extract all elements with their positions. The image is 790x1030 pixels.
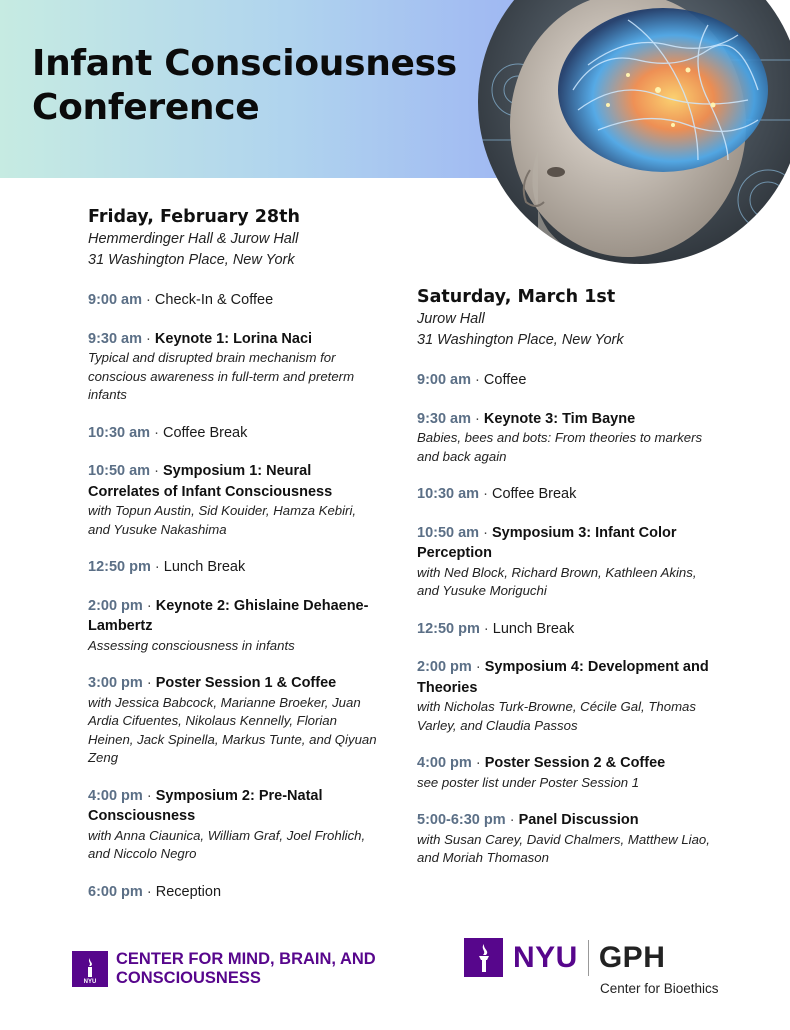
session-item [417,370,717,391]
session-detail: with Anna Ciaunica, William Graf, Joel Frohlich, and Niccolo Negro [88,827,366,861]
session-title: Poster Session 1 & Coffee [155,675,337,691]
cmbc-name [116,950,406,988]
session-item [88,423,378,444]
session-title: Keynote 2: Ghislaine Dehaene-Lambertz [88,597,369,634]
nyu-wordmark: NYU [513,940,578,974]
session-time: 4:00 pm [88,787,143,804]
session-time: 9:00 am [88,292,143,308]
nyu-torch-icon [464,938,503,977]
session-item [88,786,378,864]
friday-venue-line-2: 31 Washington Place, New York [88,251,295,268]
session-separator: · [483,620,489,637]
session-title: Reception [155,883,222,900]
session-item [417,657,717,735]
friday-title: Friday, February 28th [88,207,300,227]
session-line [417,657,717,698]
session-line [88,786,378,827]
session-detail: see poster list under Poster Session 1 [417,774,640,790]
session-item [88,290,378,311]
session-item [417,619,717,640]
session-time: 9:30 am [88,330,143,347]
session-item [417,810,717,868]
session-line [417,409,717,430]
session-line [417,523,717,564]
gph-wordmark: GPH [598,940,666,974]
session-separator: · [475,659,481,675]
session-item [417,753,717,792]
session-item [88,882,378,903]
session-title: Coffee Break [162,424,248,441]
session-line [417,484,717,505]
session-line [88,882,378,903]
session-time: 9:00 am [417,372,472,388]
nyu-gph-row [464,938,719,977]
session-line [88,290,378,311]
saturday-venue-line-2: 31 Washington Place, New York [417,331,624,348]
friday-column [88,205,378,902]
session-detail: with Nicholas Turk-Browne, Cécile Gal, Thomas Varley, and Claudia Passos [417,699,696,733]
friday-venue-line-1: Hemmerdinger Hall & Jurow Hall [88,231,299,247]
session-title: Keynote 1: Lorina Naci [154,330,313,347]
session-detail: Assessing consciousness in infants [88,637,295,653]
session-separator: · [154,463,159,479]
cmbc-logo [72,950,406,988]
session-time: 12:50 pm [417,620,480,637]
session-line [88,557,378,578]
session-item [88,596,378,656]
session-time: 12:50 pm [88,559,151,575]
session-item [417,523,717,601]
cmbc-line-1: CENTER FOR MIND, BRAIN, AND [116,950,376,968]
session-line [88,423,378,444]
title-line-2: Conference [32,87,260,128]
saturday-venue-line-1: Jurow Hall [417,311,485,327]
session-time: 2:00 pm [88,597,143,614]
session-title: Lunch Break [492,620,575,637]
session-separator: · [509,812,515,828]
saturday-title: Saturday, March 1st [417,287,616,307]
session-line [88,596,378,637]
session-detail: with Ned Block, Richard Brown, Kathleen Akins, and Yusuke Moriguchi [417,564,697,598]
session-time: 3:00 pm [88,675,143,691]
session-title: Symposium 3: Infant Color Perception [417,524,677,561]
session-line [88,461,378,502]
nyu-torch-icon [72,951,108,987]
session-time: 10:50 am [417,524,480,541]
session-separator: · [154,559,160,575]
session-title: Poster Session 2 & Coffee [484,755,666,771]
friday-sessions [88,290,378,902]
nyu-small-label: NYU [83,979,97,984]
session-item [417,484,717,505]
session-time: 10:30 am [88,424,151,441]
session-separator: · [154,424,159,441]
session-time: 9:30 am [417,410,472,427]
session-title: Check-In & Coffee [154,292,274,308]
session-separator: · [475,372,480,388]
saturday-sessions [417,370,717,868]
session-separator: · [146,787,152,804]
title-line-1: Infant Consciousness [32,43,457,84]
hero-infant-brain-image [478,0,790,264]
session-line [88,329,378,350]
session-title: Coffee [483,372,527,388]
page-title [32,42,457,130]
session-separator: · [475,755,481,771]
cmbc-line-2: CONSCIOUSNESS [116,969,261,987]
logo-divider [588,940,589,976]
session-time: 2:00 pm [417,659,472,675]
session-item [88,329,378,405]
session-time: 5:00-6:30 pm [417,812,506,828]
session-line [417,619,717,640]
session-time: 10:50 am [88,463,151,479]
session-detail: with Susan Carey, David Chalmers, Matthew Liao, and Moriah Thomason [417,831,710,865]
session-title: Panel Discussion [518,812,639,828]
session-line [417,753,717,774]
session-separator: · [475,410,480,427]
session-item [417,409,717,467]
session-separator: · [146,597,152,614]
session-separator: · [483,486,488,502]
session-line [417,810,717,831]
bioethics-label: Center for Bioethics [600,981,719,996]
session-item [88,557,378,578]
session-separator: · [146,675,152,691]
session-line [88,673,378,694]
nyu-gph-logo [464,938,719,996]
session-detail: with Topun Austin, Sid Kouider, Hamza Kebiri, and Yusuke Nakashima [88,503,357,537]
session-title: Symposium 2: Pre-Natal Consciousness [88,787,323,824]
session-time: 6:00 pm [88,883,143,900]
session-title: Coffee Break [491,486,577,502]
session-title: Symposium 1: Neural Correlates of Infant Consciousness [88,463,333,500]
session-title: Keynote 3: Tim Bayne [483,410,636,427]
saturday-column [417,285,717,868]
session-item [88,461,378,539]
session-detail: with Jessica Babcock, Marianne Broeker, Juan Ardia Cifuentes, Nikolaus Kennelly, Florian Heinen, Jack Spinella, Markus Tunte, and Qiyuan Zeng [88,694,377,765]
session-separator: · [146,292,151,308]
session-detail: Babies, bees and bots: From theories to markers and back again [417,430,703,464]
session-separator: · [146,883,152,900]
session-separator: · [146,330,151,347]
session-time: 10:30 am [417,486,480,502]
session-line [417,370,717,391]
session-time: 4:00 pm [417,755,472,771]
infant-brain-illustration-icon [478,0,790,264]
session-item [88,673,378,768]
session-separator: · [483,524,488,541]
session-title: Symposium 4: Development and Theories [417,659,709,696]
session-title: Lunch Break [163,559,246,575]
session-detail: Typical and disrupted brain mechanism for conscious awareness in full-term and preterm infants [88,350,355,402]
